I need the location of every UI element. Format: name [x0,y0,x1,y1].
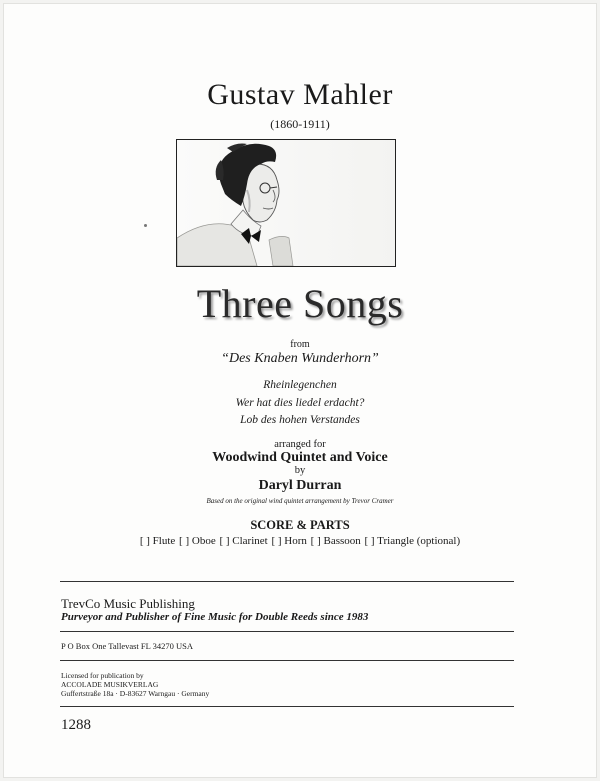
part-flute: [ ] Flute [139,535,176,547]
speck [144,224,147,227]
composer-portrait [176,139,396,267]
portrait-image [177,140,395,266]
song-title: Wer hat dies liedel erdacht? [235,397,365,409]
arranged-for-label: arranged for [274,439,326,450]
part-bassoon: [ ] Bassoon [310,535,361,547]
part-clarinet: [ ] Clarinet [219,535,268,547]
based-on-note: Based on the original wind quintet arrangement by Trevor Cramer [206,497,394,505]
divider [60,581,514,582]
part-oboe: [ ] Oboe [179,535,216,547]
publisher-slogan: Purveyor and Publisher of Fine Music for Double Reeds since 1983 [61,611,369,623]
part-horn: [ ] Horn [271,535,307,547]
license-line: Guffertstraße 18a · D-83627 Warngau · Germany [61,689,210,698]
arranger-name: Daryl Durran [258,478,342,493]
publisher-address: P O Box One Tallevast FL 34270 USA [61,641,194,651]
license-line: ACCOLADE MUSIKVERLAG [61,680,159,689]
from-label: from [290,339,310,350]
part-triangle: [ ] Triangle (optional) [364,535,461,547]
publisher-name: TrevCo Music Publishing [61,596,195,611]
collection-title: “Des Knaben Wunderhorn” [221,351,379,366]
license-line: Licensed for publication by [61,671,144,680]
by-label: by [294,465,306,476]
divider [60,706,514,707]
instrumentation: Woodwind Quintet and Voice [212,450,388,465]
parts-list [0,535,600,547]
composer-name: Gustav Mahler [207,78,393,111]
score-parts-heading: SCORE & PARTS [250,518,350,532]
work-title: Three Songs [196,281,404,326]
song-title: Rheinlegenchen [263,379,337,391]
divider [60,660,514,661]
song-title: Lob des hohen Verstandes [240,414,360,426]
catalog-number: 1288 [61,717,91,733]
composer-dates: (1860-1911) [270,117,330,131]
divider [60,631,514,632]
